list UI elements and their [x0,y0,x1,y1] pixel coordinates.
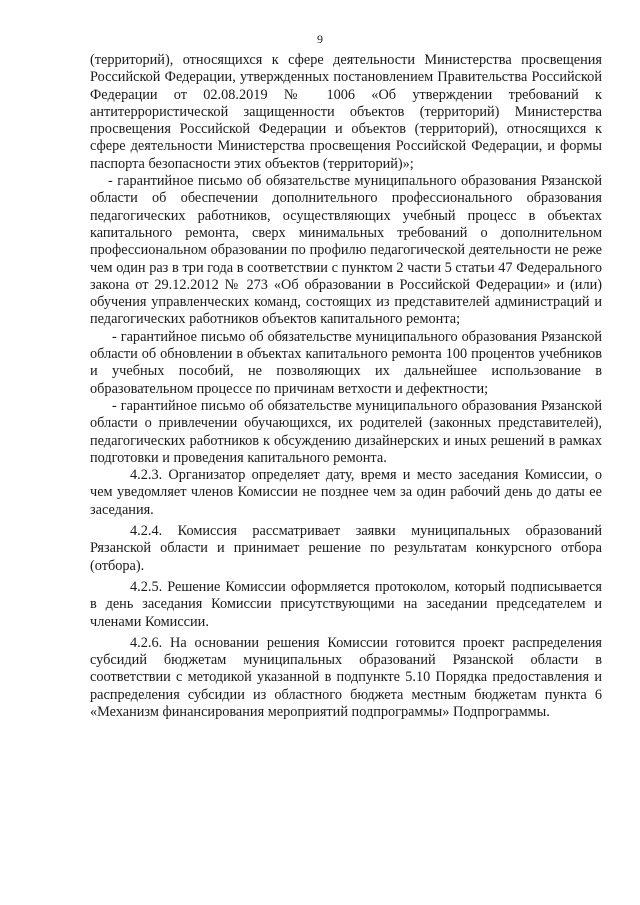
document-body [90,52,602,721]
paragraph-bullet-training: - гарантийное письмо об обязательстве муниципального образования Рязанской области об обеспечении дополнительного профессионального образования педагогических работников, осуществляющих учебный процесс в объектах капитального ремонта, сверх минимальных требований о дополнительном профессиональном образовании по профилю педагогической деятельности не реже чем один раз в три года в соответствии с пунктом 2 части 5 статьи 47 Федерального закона от 29.12.2012 № 273 «Об образовании в Российской Федерации» и (или) обучения управленческих команд, состоящих из представителей администраций и педагогических работников объектов капитального ремонта; [90,173,602,328]
paragraph-4-2-4: 4.2.4. Комиссия рассматривает заявки муниципальных образований Рязанской области и принимает решение по результатам конкурсного отбора (отбора). [90,523,602,574]
paragraph-bullet-textbooks: - гарантийное письмо об обязательстве муниципального образования Рязанской области об обновлении в объектах капитального ремонта 100 процентов учебников и учебных пособий, не позволяющих их дальнейшее использование в образовательном процессе по причинам ветхости и дефектности; [90,328,602,397]
paragraph-continuation: (территорий), относящихся к сфере деятельности Министерства просвещения Российской Федерации, утвержденных постановлением Правительства Российской Федерации от 02.08.2019 № 1006 «Об утверждении требований к антитеррористической защищенности объектов (территорий) Министерства просвещения Российской Федерации и объектов (территорий), относящихся к сфере деятельности Министерства просвещения Российской Федерации, и формы паспорта безопасности этих объектов (территорий)»; [90,52,602,172]
paragraph-4-2-5: 4.2.5. Решение Комиссии оформляется протоколом, который подписывается в день заседания Комиссии присутствующими на заседании председателем и членами Комиссии. [90,578,602,630]
paragraph-4-2-6: 4.2.6. На основании решения Комиссии готовится проект распределения субсидий бюджетам муниципальных образований Рязанской области в соответствии с методикой указанной в подпункте 5.10 Порядка предоставления и распределения субсидии из областного бюджета местным бюджетам пункта 6 «Механизм финансирования мероприятий подпрограммы» Подпрограммы. [90,634,602,720]
paragraph-4-2-3: 4.2.3. Организатор определяет дату, время и место заседания Комиссии, о чем уведомляет членов Комиссии не позднее чем за один рабочий день до даты ее заседания. [90,467,602,518]
paragraph-bullet-involvement: - гарантийное письмо об обязательстве муниципального образования Рязанской области о привлечении обучающихся, их родителей (законных представителей), педагогических работников к обсуждению дизайнерских и иных решений в рамках подготовки и проведения капитального ремонта. [90,397,602,466]
page-number: 9 [317,32,323,46]
